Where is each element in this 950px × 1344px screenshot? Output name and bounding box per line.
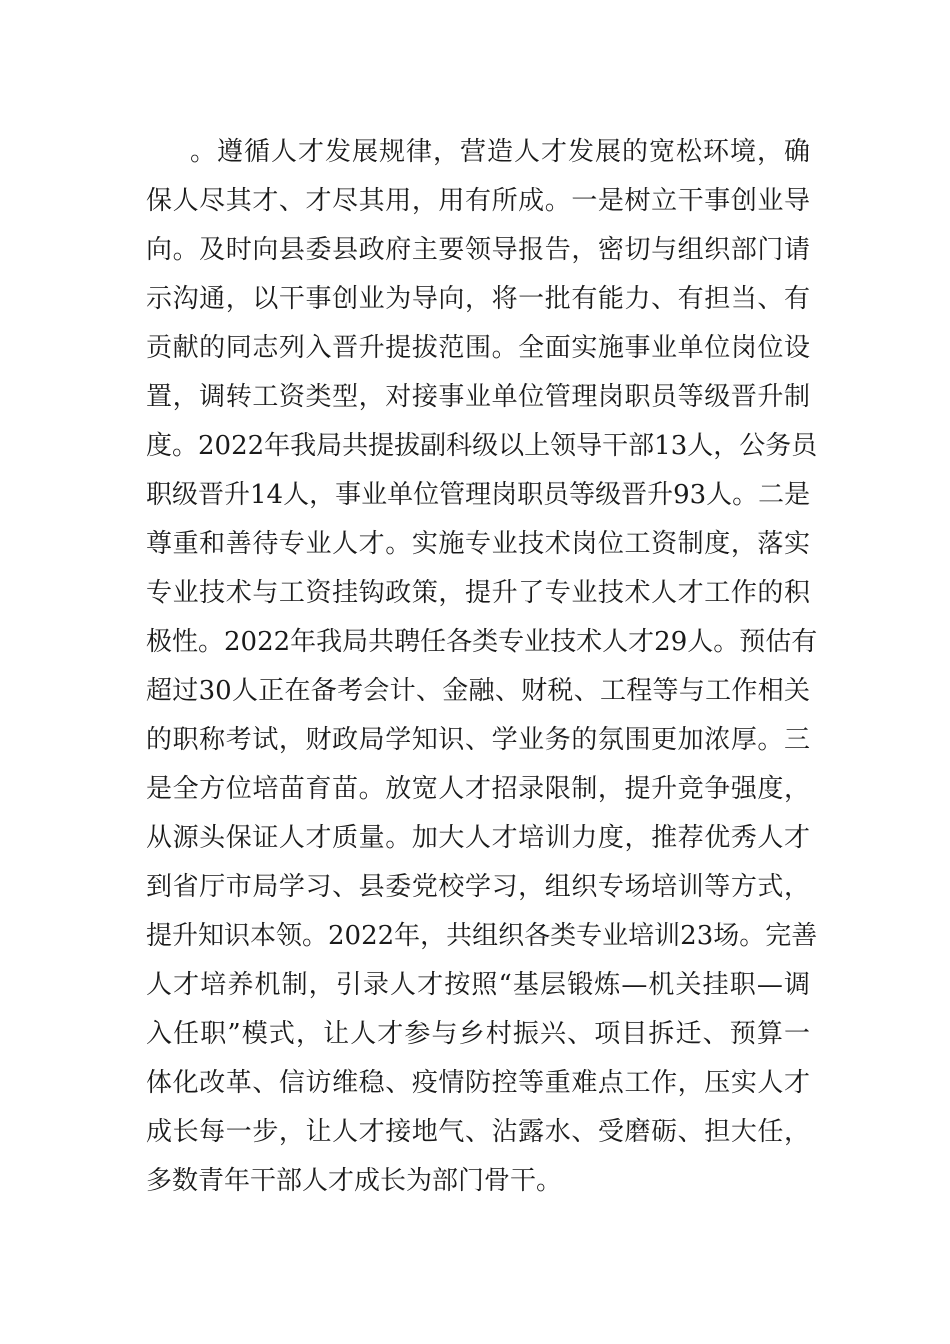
body-paragraph [146,128,818,1206]
paragraph-line: 尊重和善待专业人才。实施专业技术岗位工资制度，落实 [146,529,810,559]
paragraph-line: 人才培养机制，引录人才按照“基层锻炼—机关挂职—调 [146,970,810,1000]
paragraph-line: 到省厅市局学习、县委党校学习，组织专场培训等方式， [146,872,810,902]
paragraph-line: 超过30人正在备考会计、金融、财税、工程等与工作相关 [146,676,810,706]
paragraph-line: 成长每一步，让人才接地气、沾露水、受磨砺、担大任， [146,1117,810,1147]
paragraph-line: 。遵循人才发展规律，营造人才发展的宽松环境，确 [190,137,810,167]
paragraph-line: 置，调转工资类型，对接事业单位管理岗职员等级晋升制 [146,382,810,412]
paragraph-line: 提升知识本领。2022年，共组织各类专业培训23场。完善 [146,921,818,951]
paragraph-line: 是全方位培苗育苗。放宽人才招录限制，提升竞争强度， [146,774,810,804]
paragraph-line: 的职称考试，财政局学知识、学业务的氛围更加浓厚。三 [146,725,810,755]
paragraph-line: 入任职”模式，让人才参与乡村振兴、项目拆迁、预算一 [146,1019,810,1049]
paragraph-line: 多数青年干部人才成长为部门骨干。 [146,1166,563,1196]
paragraph-line: 专业技术与工资挂钩政策，提升了专业技术人才工作的积 [146,578,810,608]
paragraph-line: 体化改革、信访维稳、疫情防控等重难点工作，压实人才 [146,1068,810,1098]
paragraph-line: 职级晋升14人，事业单位管理岗职员等级晋升93人。二是 [146,480,811,510]
paragraph-line: 保人尽其才、才尽其用，用有所成。一是树立干事创业导 [146,186,810,216]
paragraph-line: 贡献的同志列入晋升提拔范围。全面实施事业单位岗位设 [146,333,810,363]
paragraph-line: 示沟通，以干事创业为导向，将一批有能力、有担当、有 [146,284,810,314]
paragraph-line: 极性。2022年我局共聘任各类专业技术人才29人。预估有 [146,627,818,657]
paragraph-line: 向。及时向县委县政府主要领导报告，密切与组织部门请 [146,235,810,265]
paragraph-line: 从源头保证人才质量。加大人才培训力度，推荐优秀人才 [146,823,810,853]
paragraph-line: 度。2022年我局共提拔副科级以上领导干部13人，公务员 [146,431,818,461]
